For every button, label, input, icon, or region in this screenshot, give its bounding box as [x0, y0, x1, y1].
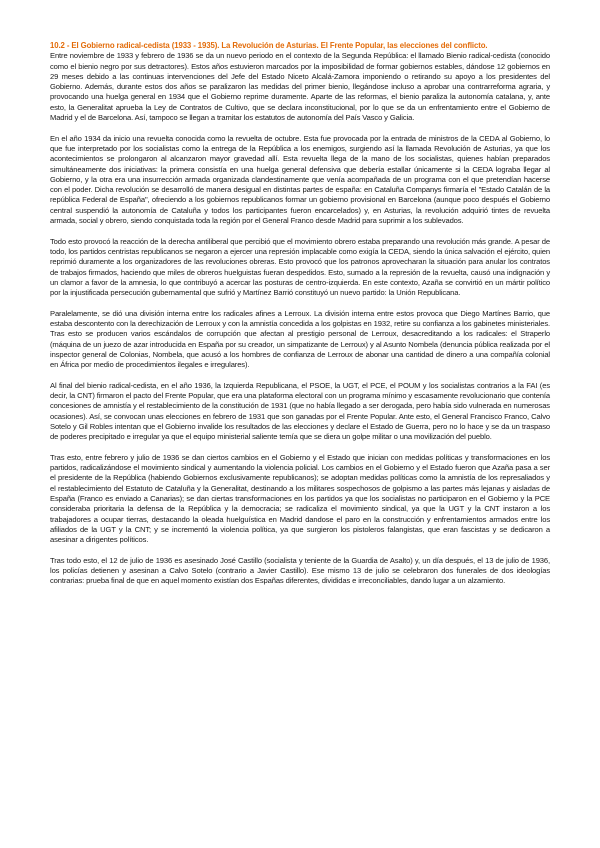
section-heading: 10.2 - El Gobierno radical-cedista (1933 - 1935). La Revolución de Asturias. El Frente Popular, las elecciones del conflicto.: [50, 41, 488, 50]
paragraph-frente-popular: Al final del bienio radical-cedista, en el año 1936, la Izquierda Republicana, el PSOE, la UGT, el PCE, el POUM y los socialistas contrarios a la FAI (es decir, la CNT) firmaron el pacto del Frente Popular, que era una plataforma electoral con un programa mínimo y escasamente revolucionario que contenía concesiones de amnistía y el restablecimiento de la constitución de 1931 (que no había llegado a ser derogada, pero había sido vulnerada en numerosas ocasiones). Así, se convocan unas elecciones en febrero de 1931 que son ganadas por el Frente Popular. Ante esto, el General Francisco Franco, Calvo Sotelo y Gil Robles intentan que el Gobierno invalide los resultados de las elecciones y declare el Estado de Guerra, pero no lo hace y se da un traspaso de poderes precipitado e irregular ya que el equipo ministerial saliente temía que se diera un golpe militar o una movilización del pueblo.: [50, 380, 550, 442]
paragraph-division-radicales: Paralelamente, se dió una división interna entre los radicales afines a Lerroux. La división interna entre estos provoca que Diego Martínes Barrio, que estaba descontento con la derechización de Lerroux y con la amnistía concedida a los golpistas en 1932, retire su confianza a los gabinetes ministeriales. Tras esto se producen varios escándalos de corrupción que afectan al prestigio personal de Lerroux, desacreditando a los radicales: el Straperlo (máquina de un juezo de azar introducida en España por su creador, un simpatizante de Lerroux) y al Asunto Nombela (denuncia pública realizada por el inspector general de Colonias, Nombela, que acusó a los hombres de confianza de Lerroux de abonar una cantidad de dinero a una compañía colonial en África por medio de procedimientos ilegales e irregulares).: [50, 308, 550, 370]
paragraph-cambios-1936: Tras esto, entre febrero y julio de 1936 se dan ciertos cambios en el Gobierno y el Estado que inician con medidas políticas y transformaciones en los partidos, radicalizándose el movimiento sindical y aumentando la violencia policial. Los cambios en el Gobierno y el Estado fueron que Azaña pasa a ser el presidente de la República (habiendo Gobiernos exclusivamente republicanos); se adoptan medidas políticas como la amnistía de los represaliados y el restablecimiento del Estatuto de Cataluña y la Generalitat, destinando a los militares sospechosos de golpismo a las partes más lejanas y aisladas de España (Franco es enviado a Canarias); se dan ciertas transformaciones en los partidos ya que los socialistas no participaron en el Gobierno y la PCE consideraba prioritaria la defensa de la República y la democracia; se radicaliza el movimiento sindical, ya que la UGT y la CNT instaron a los trabajadores a ocupar tierras, destacando la oleada huelguística en Madrid dandose el paro en la construcción y enfrentamientos armados entre los afiliados de la UGT y la CNT; y se incrementó la violencia política, ya que surgieron los pistoleros falangistas, que eran fascistas y se dedicaron a asesinar a dirigentes políticos.: [50, 452, 550, 545]
document-page: [50, 41, 550, 597]
paragraph-reaccion-derecha: Todo esto provocó la reacción de la derecha antiliberal que percibió que el movimiento obrero estaba preparando una revolución más grande. A pesar de todo, los partidos centristas republicanos se negaron a ejercer una represión implacable como exigía la CEDA, siendo la única salvación el ejército, quien reprimió duramente a los organizadores de las revoluciones obreras. Esto provocó que los patronos aprovecharan la situación para anular los contratos de trabajos firmados, haciendo que miles de obreros huelguistas fueran despedidos. Esto, sumado a la represión de la revuelta, causó una indignación y un clamor a favor de la amnesia, lo que contribuyó a acercar las posturas de centro-izquierda. En este contexto, Azaña se convirtió en un mártir político por la injustificada persecución gubernamental que sufrió y Martínez Barrió constituyó un nuevo partido: la Unión Republicana.: [50, 236, 550, 298]
paragraph-revolucion-asturias: En el año 1934 da inicio una revuelta conocida como la revuelta de octubre. Esta fue provocada por la entrada de ministros de la CEDA al Gobierno, lo que fue interpretado por los socialistas como la entrega de la República a los enemigos, surgiendo así la llamada Revolución de Asturias, ya que los acontecimientos se prolongaron al alcanzaron mayor gravedad allí. Esta revuelta llega de la mano de los socialistas, quienes habían preparados simultáneamente dos iniciativas: la primera consistía en una huelga general defensiva que debería estallar únicamente si la CEDA lograba llegar al Gobierno, y la otra era una insurrección armada organizada clandestinamente que venía acompañada de un programa con el que pretendían hacerse con el poder. Dicha revolución se desarrolló de manera desigual en distintas partes de españa: en Cataluña Companys firmaría el "Estado Catalán de la república Federal de España", ofreciendo a los gobiernos republicanos formar un gobierno provisional en Barcelona (aunque poco después el Gobierno central suspendió la autonomía de Cataluña y todos los participantes fueron encarcelados) y, en Asturias, la revolución adquirió tintes de revuelta armada, social y obrero, siendo conquistada toda la región por el General Franco desde Madrid para suprimir a los sublevados.: [50, 133, 550, 226]
paragraph-bienio: Entre noviembre de 1933 y febrero de 1936 se da un nuevo periodo en el contexto de la Segunda República: el llamado Bienio radical-cedista (conocido como el bienio negro por sus detractores). Estos años estuvieron marcados por la imposibilidad de formar gobiernos estables, dándose 12 gobiernos en 29 meses debido a las continuas intervenciones del Jefe del Estado Niceto Alcalá-Zamora imponiendo o retirando su apoyo a los presidentes del Gobierno. Además, durante estos dos años se paralizaron las medidas del primer bienio, llegándose incluso a aprobar una contrarreforma agraria, y provocando una huelga general en 1934 que el Gobierno reprime duramente. Aparte de las reformas, el bienio paraliza la autonomía catalana, y, ante esto, la Generalitat aprueba la Ley de Contratos de Cultivo, que se declara inconstitucional, por lo que se da un enfrentamiento entre el Gobierno de Madrid y el de Barcelona. Así, tampoco se llegan a tramitar los estatutos de autonomía del País Vasco y Galicia.: [50, 51, 550, 123]
paragraph-asesinatos: Tras todo esto, el 12 de julio de 1936 es asesinado José Castillo (socialista y teniente de la Guardia de Asalto) y, un día después, el 13 de julio de 1936, los policías detienen y asesinan a Calvo Sotelo (contrario a Javier Castillo). Ese mismo 13 de julio se celebraron dos funerales de dos ideologías contrarias: prueba final de que en aquel momento existían dos Españas diferentes, divididas e irreconciliables, dando lugar a un alzamiento.: [50, 555, 550, 586]
